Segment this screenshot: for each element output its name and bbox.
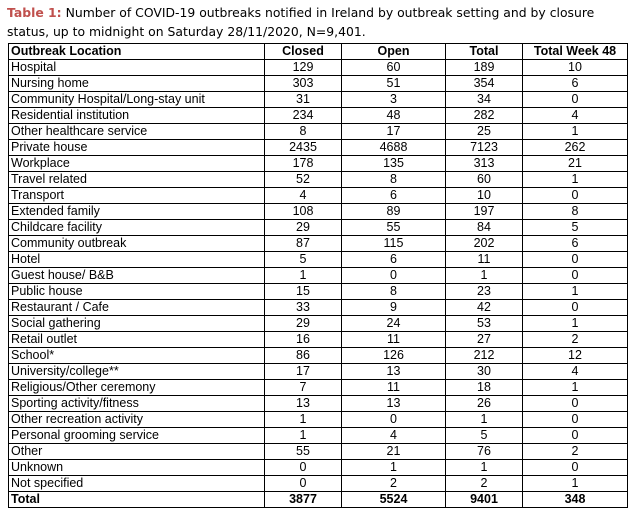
open-cell: 11 <box>342 380 446 396</box>
header-total-week-48: Total Week 48 <box>523 44 628 60</box>
location-cell: Sporting activity/fitness <box>9 396 265 412</box>
location-cell: Private house <box>9 140 265 156</box>
total-cell: 18 <box>446 380 523 396</box>
table-row <box>9 60 628 76</box>
total-cell: 7123 <box>446 140 523 156</box>
caption-text: Number of COVID-19 outbreaks notified in Ireland by outbreak setting and by closure status, up to midnight on Saturday 28/11/2020, N=9,401. <box>7 5 595 39</box>
table-row <box>9 284 628 300</box>
location-cell: Social gathering <box>9 316 265 332</box>
closed-cell: 0 <box>265 460 342 476</box>
table-row <box>9 268 628 284</box>
closed-cell: 87 <box>265 236 342 252</box>
open-cell: 2 <box>342 476 446 492</box>
total-row <box>9 492 628 508</box>
total-cell: 11 <box>446 252 523 268</box>
location-cell: Guest house/ B&B <box>9 268 265 284</box>
closed-cell: 1 <box>265 412 342 428</box>
location-cell: Other recreation activity <box>9 412 265 428</box>
open-cell: 115 <box>342 236 446 252</box>
week48-cell: 1 <box>523 284 628 300</box>
total-cell: 1 <box>446 460 523 476</box>
open-cell: 51 <box>342 76 446 92</box>
total-cell: 84 <box>446 220 523 236</box>
header-open: Open <box>342 44 446 60</box>
closed-cell: 55 <box>265 444 342 460</box>
open-cell: 60 <box>342 60 446 76</box>
table-row <box>9 76 628 92</box>
week48-cell: 2 <box>523 444 628 460</box>
open-cell: 21 <box>342 444 446 460</box>
table-row <box>9 460 628 476</box>
total-cell: 189 <box>446 60 523 76</box>
closed-cell: 303 <box>265 76 342 92</box>
table-row <box>9 348 628 364</box>
closed-cell: 178 <box>265 156 342 172</box>
open-cell: 5524 <box>342 492 446 508</box>
open-cell: 4688 <box>342 140 446 156</box>
closed-cell: 13 <box>265 396 342 412</box>
week48-cell: 6 <box>523 236 628 252</box>
total-cell: 202 <box>446 236 523 252</box>
table-caption <box>7 3 627 41</box>
location-cell: Restaurant / Cafe <box>9 300 265 316</box>
closed-cell: 8 <box>265 124 342 140</box>
week48-cell: 10 <box>523 60 628 76</box>
location-cell: Not specified <box>9 476 265 492</box>
closed-cell: 17 <box>265 364 342 380</box>
week48-cell: 0 <box>523 412 628 428</box>
open-cell: 55 <box>342 220 446 236</box>
location-cell: Travel related <box>9 172 265 188</box>
week48-cell: 1 <box>523 380 628 396</box>
total-cell: 34 <box>446 92 523 108</box>
open-cell: 9 <box>342 300 446 316</box>
total-cell: 25 <box>446 124 523 140</box>
total-cell: 27 <box>446 332 523 348</box>
week48-cell: 348 <box>523 492 628 508</box>
outbreak-table <box>8 43 628 508</box>
week48-cell: 0 <box>523 428 628 444</box>
location-cell: Other <box>9 444 265 460</box>
open-cell: 89 <box>342 204 446 220</box>
location-cell: Nursing home <box>9 76 265 92</box>
total-cell: 9401 <box>446 492 523 508</box>
location-cell: University/college** <box>9 364 265 380</box>
closed-cell: 3877 <box>265 492 342 508</box>
total-cell: 212 <box>446 348 523 364</box>
location-cell: Workplace <box>9 156 265 172</box>
location-cell: Childcare facility <box>9 220 265 236</box>
closed-cell: 0 <box>265 476 342 492</box>
open-cell: 13 <box>342 396 446 412</box>
location-cell: Total <box>9 492 265 508</box>
open-cell: 6 <box>342 252 446 268</box>
open-cell: 8 <box>342 284 446 300</box>
table-row <box>9 124 628 140</box>
location-cell: Retail outlet <box>9 332 265 348</box>
total-cell: 10 <box>446 188 523 204</box>
closed-cell: 108 <box>265 204 342 220</box>
open-cell: 17 <box>342 124 446 140</box>
total-cell: 1 <box>446 268 523 284</box>
closed-cell: 33 <box>265 300 342 316</box>
closed-cell: 86 <box>265 348 342 364</box>
location-cell: Personal grooming service <box>9 428 265 444</box>
closed-cell: 4 <box>265 188 342 204</box>
header-row <box>9 44 628 60</box>
caption-label: Table 1: <box>7 5 62 20</box>
table-row <box>9 444 628 460</box>
location-cell: Religious/Other ceremony <box>9 380 265 396</box>
open-cell: 126 <box>342 348 446 364</box>
week48-cell: 1 <box>523 172 628 188</box>
table-row <box>9 156 628 172</box>
closed-cell: 52 <box>265 172 342 188</box>
total-cell: 30 <box>446 364 523 380</box>
header-total: Total <box>446 44 523 60</box>
closed-cell: 234 <box>265 108 342 124</box>
closed-cell: 129 <box>265 60 342 76</box>
table-row <box>9 108 628 124</box>
table-row <box>9 204 628 220</box>
open-cell: 4 <box>342 428 446 444</box>
week48-cell: 0 <box>523 92 628 108</box>
table-row <box>9 140 628 156</box>
open-cell: 8 <box>342 172 446 188</box>
closed-cell: 15 <box>265 284 342 300</box>
week48-cell: 4 <box>523 364 628 380</box>
open-cell: 0 <box>342 412 446 428</box>
table-row <box>9 252 628 268</box>
total-cell: 313 <box>446 156 523 172</box>
location-cell: Extended family <box>9 204 265 220</box>
closed-cell: 5 <box>265 252 342 268</box>
open-cell: 24 <box>342 316 446 332</box>
closed-cell: 1 <box>265 428 342 444</box>
location-cell: Hospital <box>9 60 265 76</box>
total-cell: 282 <box>446 108 523 124</box>
location-cell: School* <box>9 348 265 364</box>
total-cell: 76 <box>446 444 523 460</box>
week48-cell: 1 <box>523 476 628 492</box>
open-cell: 11 <box>342 332 446 348</box>
total-cell: 197 <box>446 204 523 220</box>
week48-cell: 21 <box>523 156 628 172</box>
week48-cell: 5 <box>523 220 628 236</box>
location-cell: Unknown <box>9 460 265 476</box>
week48-cell: 12 <box>523 348 628 364</box>
table-row <box>9 428 628 444</box>
open-cell: 135 <box>342 156 446 172</box>
week48-cell: 0 <box>523 396 628 412</box>
location-cell: Community outbreak <box>9 236 265 252</box>
table-row <box>9 332 628 348</box>
location-cell: Hotel <box>9 252 265 268</box>
week48-cell: 8 <box>523 204 628 220</box>
table-row <box>9 236 628 252</box>
closed-cell: 2435 <box>265 140 342 156</box>
header-closed: Closed <box>265 44 342 60</box>
location-cell: Community Hospital/Long-stay unit <box>9 92 265 108</box>
location-cell: Transport <box>9 188 265 204</box>
total-cell: 42 <box>446 300 523 316</box>
location-cell: Public house <box>9 284 265 300</box>
week48-cell: 6 <box>523 76 628 92</box>
week48-cell: 2 <box>523 332 628 348</box>
total-cell: 1 <box>446 412 523 428</box>
total-cell: 60 <box>446 172 523 188</box>
week48-cell: 0 <box>523 188 628 204</box>
week48-cell: 1 <box>523 316 628 332</box>
total-cell: 354 <box>446 76 523 92</box>
week48-cell: 1 <box>523 124 628 140</box>
table-row <box>9 316 628 332</box>
table-row <box>9 364 628 380</box>
open-cell: 13 <box>342 364 446 380</box>
open-cell: 6 <box>342 188 446 204</box>
table-row <box>9 300 628 316</box>
open-cell: 48 <box>342 108 446 124</box>
table-row <box>9 396 628 412</box>
location-cell: Other healthcare service <box>9 124 265 140</box>
header-outbreak-location: Outbreak Location <box>9 44 265 60</box>
table-row <box>9 380 628 396</box>
closed-cell: 29 <box>265 220 342 236</box>
table-row <box>9 412 628 428</box>
closed-cell: 31 <box>265 92 342 108</box>
total-cell: 26 <box>446 396 523 412</box>
week48-cell: 0 <box>523 268 628 284</box>
total-cell: 53 <box>446 316 523 332</box>
total-cell: 2 <box>446 476 523 492</box>
open-cell: 1 <box>342 460 446 476</box>
week48-cell: 4 <box>523 108 628 124</box>
table-row <box>9 220 628 236</box>
week48-cell: 0 <box>523 252 628 268</box>
week48-cell: 0 <box>523 300 628 316</box>
open-cell: 3 <box>342 92 446 108</box>
total-cell: 5 <box>446 428 523 444</box>
open-cell: 0 <box>342 268 446 284</box>
week48-cell: 262 <box>523 140 628 156</box>
table-row <box>9 172 628 188</box>
closed-cell: 29 <box>265 316 342 332</box>
closed-cell: 1 <box>265 268 342 284</box>
closed-cell: 7 <box>265 380 342 396</box>
week48-cell: 0 <box>523 460 628 476</box>
table-row <box>9 92 628 108</box>
closed-cell: 16 <box>265 332 342 348</box>
location-cell: Residential institution <box>9 108 265 124</box>
table-row <box>9 188 628 204</box>
total-cell: 23 <box>446 284 523 300</box>
table-row <box>9 476 628 492</box>
